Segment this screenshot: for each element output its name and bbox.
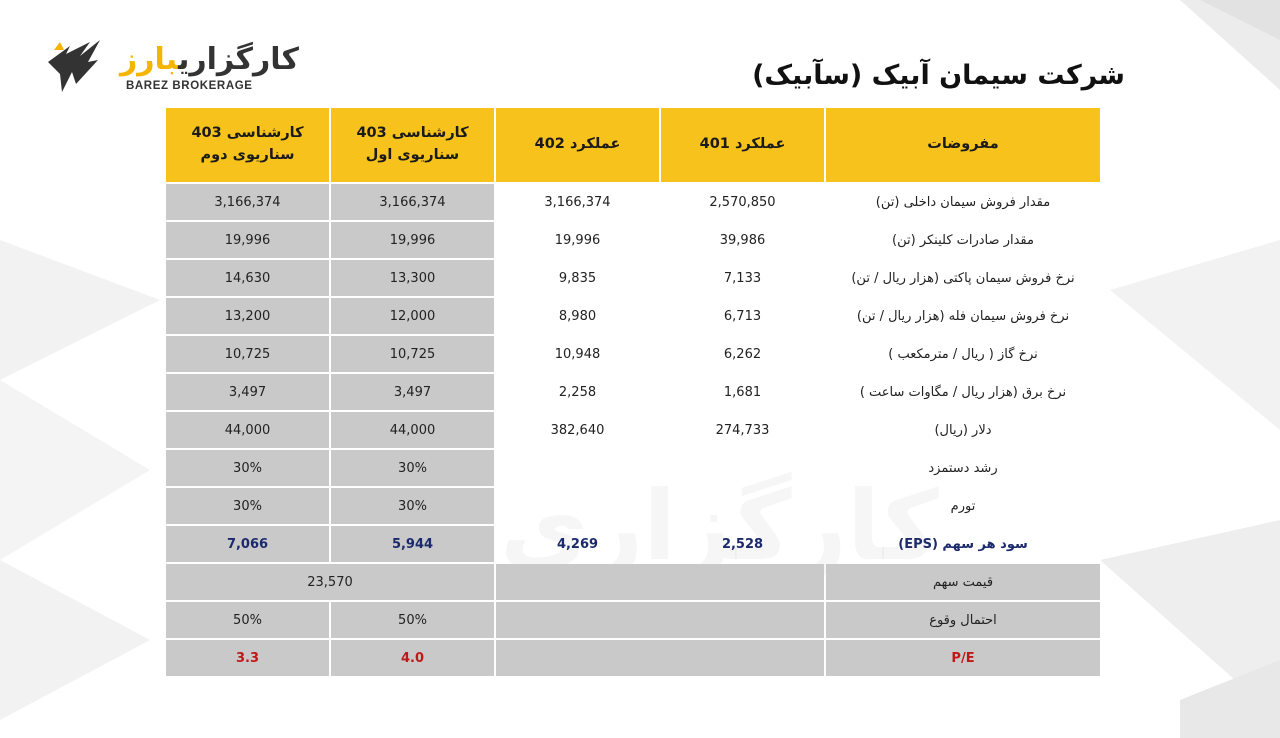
table-row	[166, 260, 1100, 296]
cell-actual-401: 2,528	[721, 536, 764, 552]
row-label: احتمال وقوع	[826, 602, 1100, 638]
cell-scenario-1: 30%	[331, 488, 494, 524]
cell-scenario-1: 30%	[331, 450, 494, 486]
cell-actual-402: 19,996	[554, 232, 601, 248]
table-row	[166, 336, 1100, 372]
row-label: نرخ فروش سیمان فله (هزار ریال / تن)	[856, 308, 1070, 324]
cell-actual-401: 6,262	[723, 346, 762, 362]
page-title: شرکت سیمان آبیک (سآبیک)	[752, 60, 1125, 91]
cell-scenario-2: 3.3	[166, 640, 329, 676]
row-label: P/E	[826, 640, 1100, 676]
table-row-price	[166, 564, 1100, 600]
cell-scenario-1: 5,944	[331, 526, 494, 562]
header-assumptions: مفروضات	[826, 108, 1100, 182]
cell-share-price: 23,570	[166, 564, 494, 600]
cell-actual-402: 8,980	[558, 308, 597, 324]
cell-scenario-1: 12,000	[331, 298, 494, 334]
table-row	[166, 222, 1100, 258]
row-label: مقدار صادرات کلینکر (تن)	[892, 232, 1034, 248]
cell-actual-401: 1,681	[723, 384, 762, 400]
header-scenario-1: کارشناسی 403 سناریوی اول	[331, 108, 494, 182]
cell-scenario-1: 19,996	[331, 222, 494, 258]
row-label: قیمت سهم	[826, 564, 1100, 600]
cell-actual-402: 4,269	[556, 536, 599, 552]
assumptions-table	[164, 106, 1102, 678]
cell-scenario-2: 30%	[166, 450, 329, 486]
row-label: رشد دستمزد	[928, 460, 998, 476]
row-label: سود هر سهم (EPS)	[898, 536, 1028, 552]
table-row-probability	[166, 602, 1100, 638]
cell-actual-402: 2,258	[558, 384, 597, 400]
table-row	[166, 450, 1100, 486]
table-row	[166, 374, 1100, 410]
cell-empty	[496, 564, 824, 600]
row-label: نرخ برق (هزار ریال / مگاوات ساعت )	[859, 384, 1067, 400]
cell-scenario-2: 3,166,374	[166, 184, 329, 220]
cell-actual-402: 3,166,374	[544, 194, 611, 210]
logo-text-dark: کارگزاری	[178, 42, 299, 77]
cell-scenario-1: 44,000	[331, 412, 494, 448]
cell-actual-402	[496, 450, 659, 486]
cell-scenario-2: 19,996	[166, 222, 329, 258]
cell-actual-401: 39,986	[719, 232, 766, 248]
cell-scenario-2: 7,066	[166, 526, 329, 562]
cell-actual-401: 274,733	[715, 422, 770, 438]
cell-actual-401: 7,133	[723, 270, 762, 286]
table-row-eps	[166, 526, 1100, 562]
row-label: مقدار فروش سیمان داخلی (تن)	[875, 194, 1051, 210]
cell-scenario-2: 44,000	[166, 412, 329, 448]
cell-actual-401: 6,713	[723, 308, 762, 324]
cell-actual-402: 9,835	[558, 270, 597, 286]
cell-scenario-1: 10,725	[331, 336, 494, 372]
cell-actual-401: 2,570,850	[709, 194, 776, 210]
table-header-row	[166, 108, 1100, 182]
cell-scenario-1: 3,497	[331, 374, 494, 410]
row-label: نرخ فروش سیمان پاکتی (هزار ریال / تن)	[851, 270, 1075, 286]
cell-scenario-1: 50%	[331, 602, 494, 638]
table-row-pe	[166, 640, 1100, 676]
cell-scenario-2: 30%	[166, 488, 329, 524]
logo-subtext: BAREZ BROKERAGE	[126, 80, 253, 92]
table-row	[166, 488, 1100, 524]
cell-scenario-2: 13,200	[166, 298, 329, 334]
cell-empty	[496, 602, 824, 638]
cell-scenario-1: 13,300	[331, 260, 494, 296]
header-actual-402: عملکرد 402	[496, 108, 659, 182]
header-actual-401: عملکرد 401	[661, 108, 824, 182]
table-row	[166, 412, 1100, 448]
cell-actual-402	[496, 488, 659, 524]
cell-scenario-2: 10,725	[166, 336, 329, 372]
table-row	[166, 184, 1100, 220]
table-row	[166, 298, 1100, 334]
cell-scenario-2: 50%	[166, 602, 329, 638]
cell-actual-402: 10,948	[554, 346, 601, 362]
logo-text-accent: بارز	[120, 42, 179, 77]
cell-scenario-2: 14,630	[166, 260, 329, 296]
row-label: تورم	[950, 498, 976, 514]
cell-empty	[496, 640, 824, 676]
cell-scenario-1: 4.0	[331, 640, 494, 676]
cell-actual-401	[661, 450, 824, 486]
row-label: نرخ گاز ( ریال / مترمکعب )	[888, 346, 1038, 362]
cell-scenario-2: 3,497	[166, 374, 329, 410]
header-scenario-2: کارشناسی 403 سناریوی دوم	[166, 108, 329, 182]
cell-scenario-1: 3,166,374	[331, 184, 494, 220]
logo-text	[120, 42, 299, 77]
row-label: دلار (ریال)	[934, 422, 992, 438]
cell-actual-401	[661, 488, 824, 524]
cell-actual-402: 382,640	[550, 422, 605, 438]
